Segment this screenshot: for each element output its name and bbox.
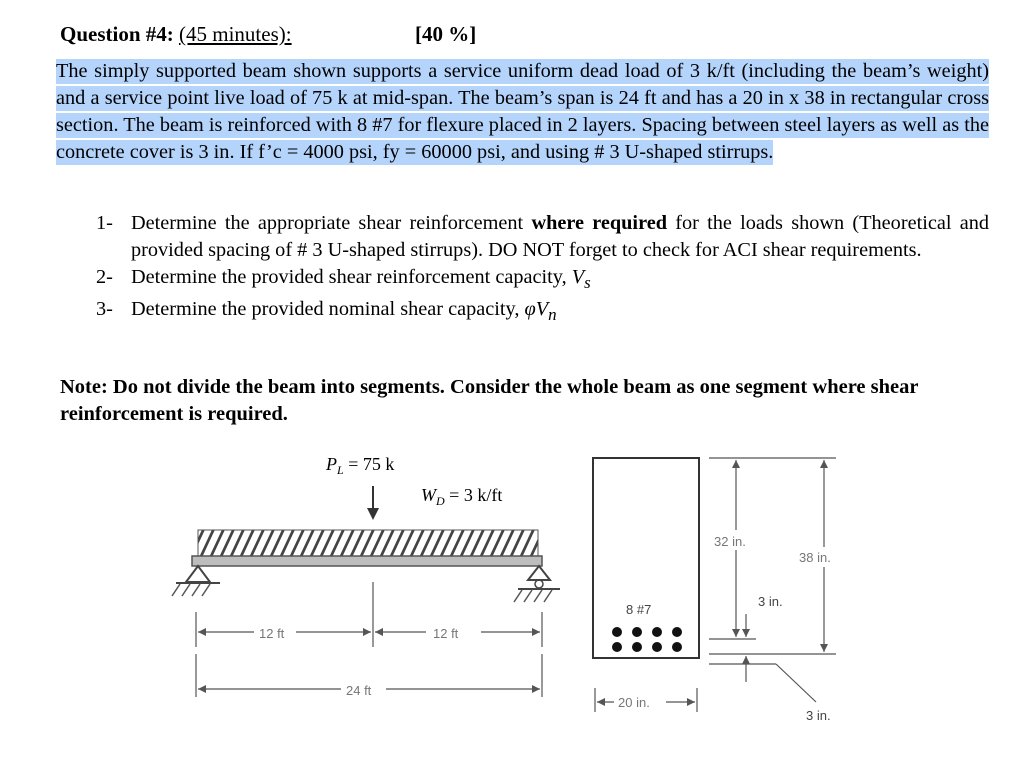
total-span-label: 24 ft <box>346 683 372 698</box>
question-duration: (45 minutes): <box>179 22 292 46</box>
width-label: 20 in. <box>618 695 650 710</box>
left-span-label: 12 ft <box>259 626 285 641</box>
distributed-load-band <box>198 530 538 556</box>
task-list <box>96 210 989 328</box>
bars-label: 8 #7 <box>626 602 652 617</box>
pin-support-left <box>172 566 220 596</box>
question-number: Question #4 <box>60 22 167 46</box>
beam <box>192 556 542 566</box>
question-weight: [40 %] <box>415 22 477 46</box>
cover-label: 3 in. <box>806 708 831 723</box>
beam-figure <box>136 432 856 742</box>
note: Note: Do not divide the beam into segments. Consider the whole beam as one segment where shear reinforcement is required. <box>60 376 919 425</box>
selected-text[interactable]: The simply supported beam shown supports a service uniform dead load of 3 k/ft (including the beam’s weight) and a service point live load of 75 k at mid-span. The beam’s span is 24 ft and has a 20 in x 38 in rectangular cross section. The beam is reinforced with 8 #7 for flexure placed in 2 layers. Spacing between steel layers as well as the concrete cover is 3 in. If f’c = 4000 psi, fy = 60000 psi, and using # 3 U-shaped stirrups. <box>56 60 989 163</box>
total-depth-label: 38 in. <box>799 550 831 565</box>
roller-support-right <box>514 566 560 602</box>
depth-dimensions <box>709 458 836 702</box>
effective-depth-label: 32 in. <box>714 534 746 549</box>
problem-statement[interactable] <box>56 58 989 166</box>
point-load-arrow <box>367 486 379 520</box>
span-dimension-lines <box>196 582 542 697</box>
list-item: 3- Determine the provided nominal shear capacity, $\varphi V_n$ <box>96 298 557 325</box>
question-header: Question #4: (45 minutes): [40 %] <box>60 22 477 46</box>
right-span-label: 12 ft <box>433 626 459 641</box>
point-load-label: $P_L = 75$ k <box>326 454 395 477</box>
distributed-load-label: $W_D = 3$ k/ft <box>421 485 503 508</box>
list-item: 1- Determine the appropriate shear reinforcement where required for the loads shown (Theoretical and provided spacing of # 3 U-shaped stirrups). DO NOT forget to check for ACI shear requirements. <box>96 212 989 261</box>
list-item: 2- Determine the provided shear reinforcement capacity, $V_s$ <box>96 266 591 293</box>
cross-section <box>593 458 699 658</box>
layer-spacing-label: 3 in. <box>758 594 783 609</box>
